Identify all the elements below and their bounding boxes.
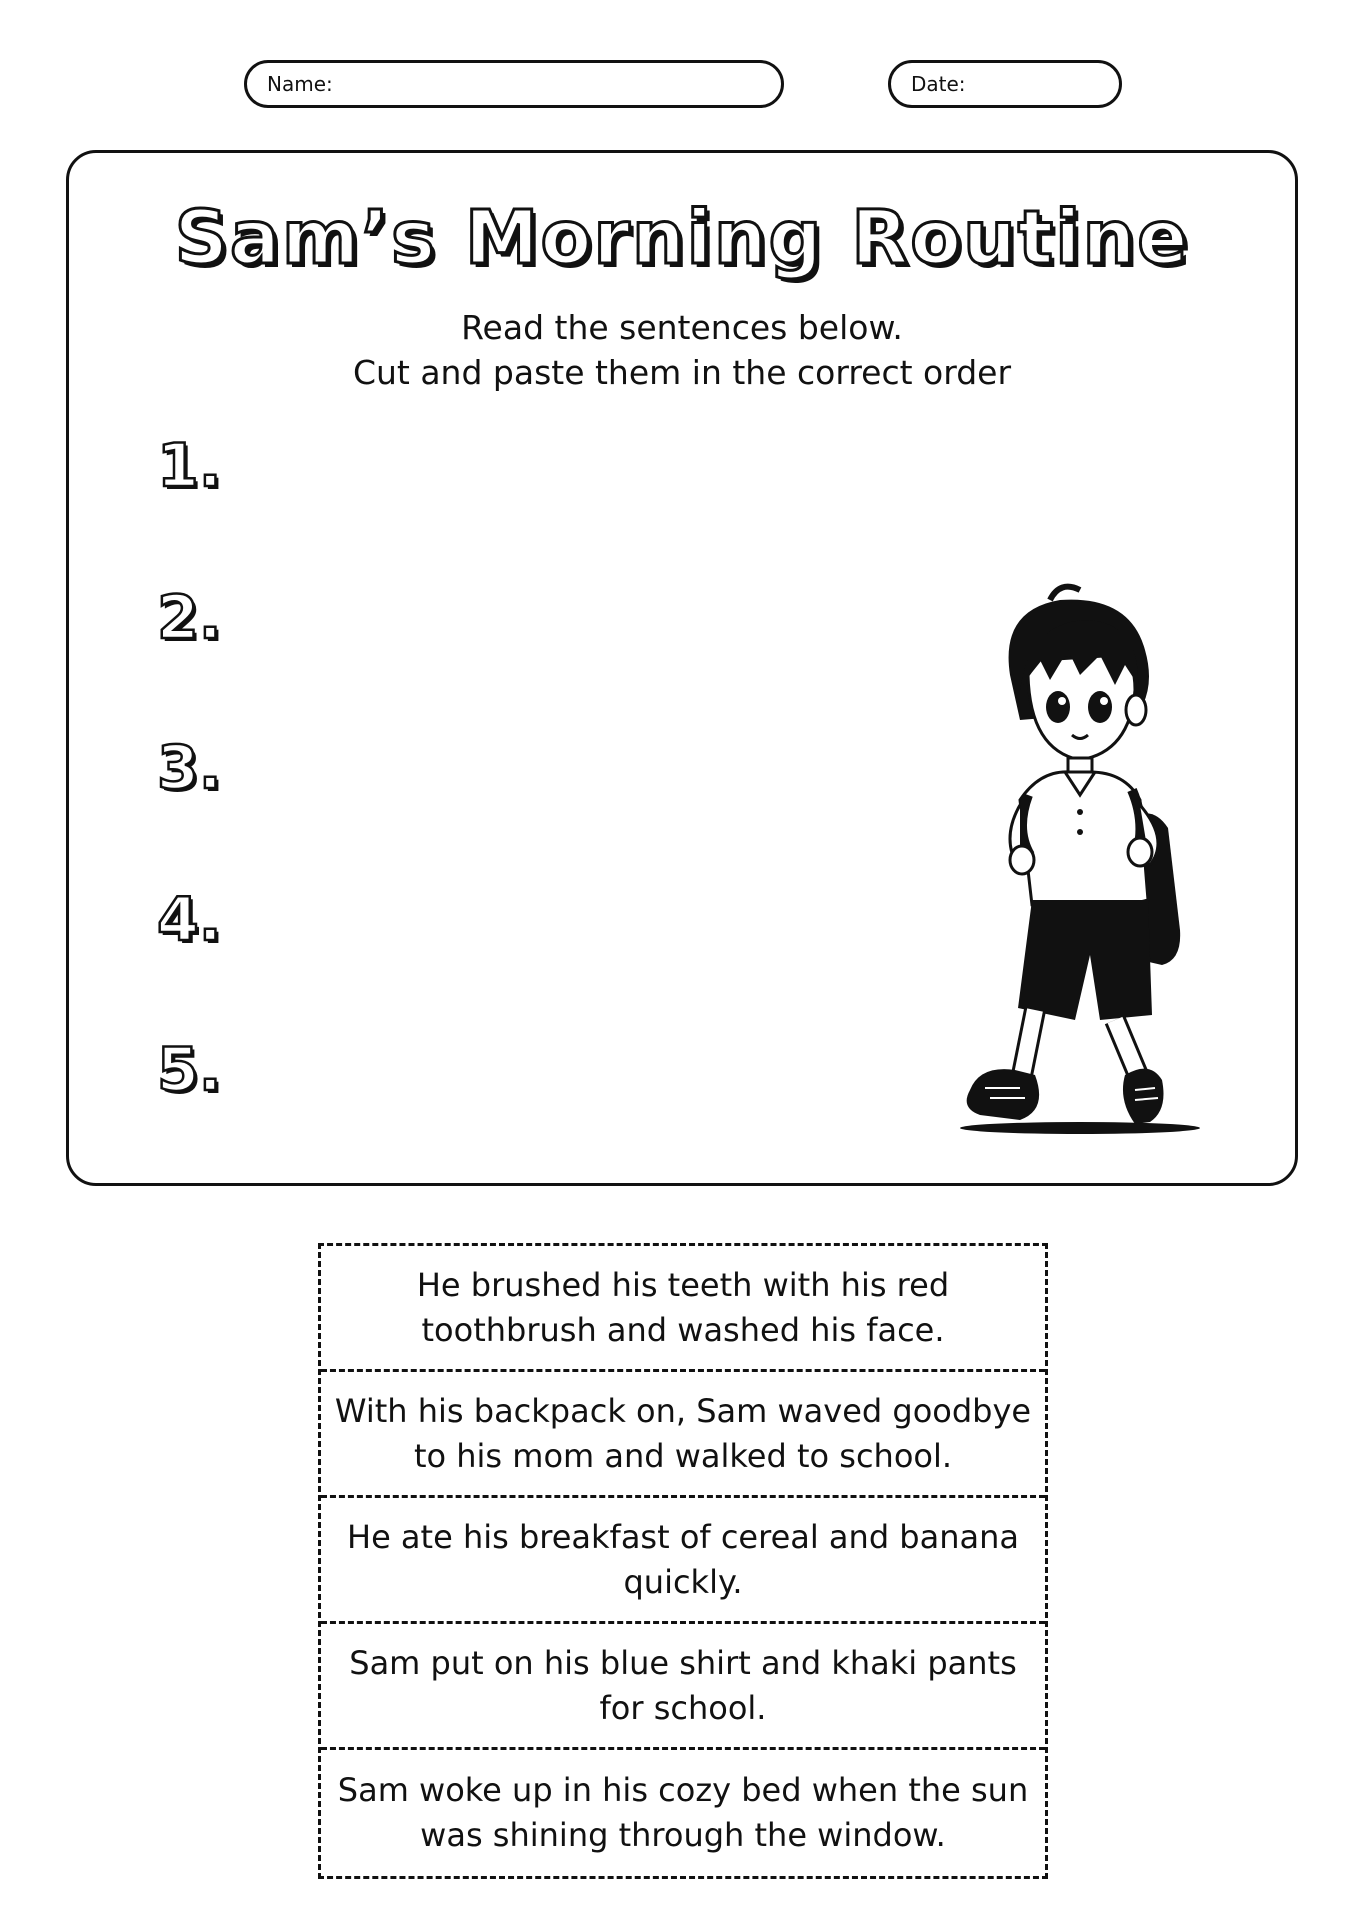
slot-number-5: 5. [157, 1035, 222, 1105]
slot-number-3: 3. [157, 733, 222, 803]
sentence-strip-1[interactable]: He brushed his teeth with his red toothbrush and washed his face. [321, 1246, 1045, 1372]
instruction-line-1: Read the sentences below. [461, 308, 903, 347]
slot-number-2: 2. [157, 583, 222, 653]
slot-number-4: 4. [157, 885, 222, 955]
slot-number-1: 1. [157, 431, 222, 501]
name-label: Name: [267, 72, 333, 96]
instruction-line-2: Cut and paste them in the correct order [352, 353, 1012, 392]
worksheet-title: Sam’s Morning Routine [174, 195, 1190, 281]
date-label: Date: [911, 72, 966, 96]
sentence-strip-2[interactable]: With his backpack on, Sam waved goodbye to his mom and walked to school. [321, 1372, 1045, 1498]
boy-walking-to-school-icon [940, 460, 1260, 1150]
date-field[interactable] [888, 60, 1122, 108]
name-field[interactable] [244, 60, 784, 108]
cut-out-sentence-strips [318, 1243, 1048, 1879]
sentence-strip-3[interactable]: He ate his breakfast of cereal and banana quickly. [321, 1498, 1045, 1624]
sentence-strip-4[interactable]: Sam put on his blue shirt and khaki pants for school. [321, 1624, 1045, 1750]
sentence-strip-5[interactable]: Sam woke up in his cozy bed when the sun was shining through the window. [337, 1771, 1029, 1854]
